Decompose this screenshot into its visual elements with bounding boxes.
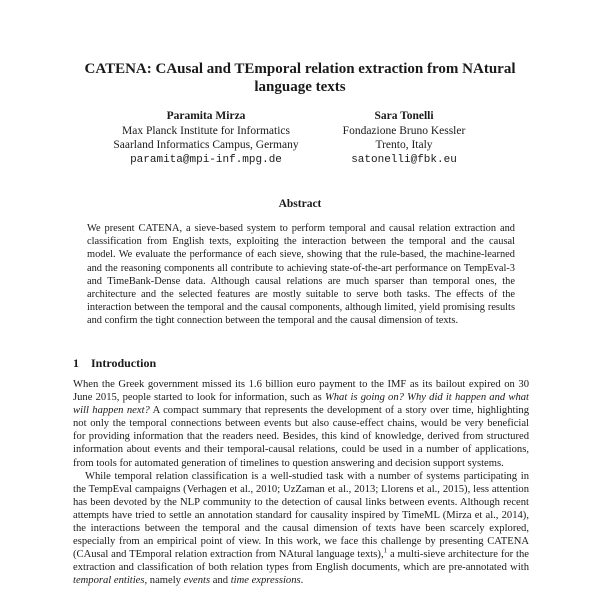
paper-title: CATENA: CAusal and TEmporal relation extraction from NAtural language texts — [84, 61, 516, 95]
author-name: Paramita Mirza — [166, 110, 246, 122]
paragraph — [73, 470, 529, 588]
text-run: , namely — [144, 575, 184, 587]
author-address: Trento, Italy — [375, 139, 433, 151]
introduction-body — [73, 378, 529, 588]
author-name: Sara Tonelli — [374, 110, 434, 122]
text-run: A compact summary that represents the development of a story over time, highlighting not only the temporal connections between events but also cause-effect chains, would be very beneficial for providing information that the readers need. Besides, this kind of knowledge, derived from structured information about events and their temporal-causal relations, could be used in a number of applications, from tools for automated generation of timelines to question answering and decision support systems. — [73, 405, 529, 469]
section-title: Introduction — [91, 356, 157, 370]
paragraph — [73, 378, 529, 470]
text-run: a multi-sieve architecture for the extraction and classification of both relation types from English documents, which are pre-annotated with — [73, 549, 529, 574]
italic-term: time expressions — [230, 575, 301, 587]
section-number: 1 — [73, 356, 79, 370]
italic-term: events — [183, 575, 211, 587]
author-affiliation: Max Planck Institute for Informatics — [122, 124, 290, 137]
text-run: When the Greek government missed its 1.6 billion euro payment to the IMF as its bailout expired on 30 June 2015, people started to look for information, such as — [73, 379, 529, 404]
author-block-1 — [96, 109, 316, 167]
author-block-2 — [316, 109, 492, 167]
text-run: . — [300, 575, 304, 587]
author-email: satonelli@fbk.eu — [351, 153, 457, 166]
footnote-marker: 1 — [383, 546, 388, 555]
text-run: While temporal relation classification is a well-studied task with a number of systems participating in the TempEval campaigns (Verhagen et al., 2010; UzZaman et al., 2013; Llorens et al., 2015), less attention has been devoted by the NLP community to the detection of causal links between events. Although recent attempts have tried to settle an annotation standard for causality inspired by TimeML (Mirza et al., 2014), the interactions between the temporal and the causal dimension of texts have been scarcely explored, especially from an empirical point of view. In this work, we face this challenge by presenting CATENA (CAusal and TEmporal relation extraction from NAtural language texts), — [73, 470, 529, 561]
author-email: paramita@mpi-inf.mpg.de — [130, 153, 282, 166]
abstract-text: We present CATENA, a sieve-based system to perform temporal and causal relation extraction and classification from English texts, exploiting the interaction between the temporal and the causal model. We evaluate the performance of each sieve, showing that the rule-based, the machine-learned and the reasoning components all contribute to achieving state-of-the-art performance on TempEval-3 and TimeBank-Dense data. Although causal relations are much sparser than temporal ones, the architecture and the selected features are mostly suitable to serve both tasks. The effects of the interaction between the temporal and the causal components, although limited, yield promising results and confirm the tight connection between the temporal and the causal dimension of texts. — [87, 223, 515, 327]
section-heading — [73, 356, 156, 371]
abstract-heading: Abstract — [278, 198, 322, 210]
italic-term: temporal entities — [73, 575, 145, 587]
author-affiliation: Fondazione Bruno Kessler — [342, 124, 466, 137]
author-address: Saarland Informatics Campus, Germany — [113, 139, 299, 151]
text-run: and — [210, 575, 231, 587]
italic-question: What is going on? Why did it happen and what will happen next? — [73, 392, 529, 417]
